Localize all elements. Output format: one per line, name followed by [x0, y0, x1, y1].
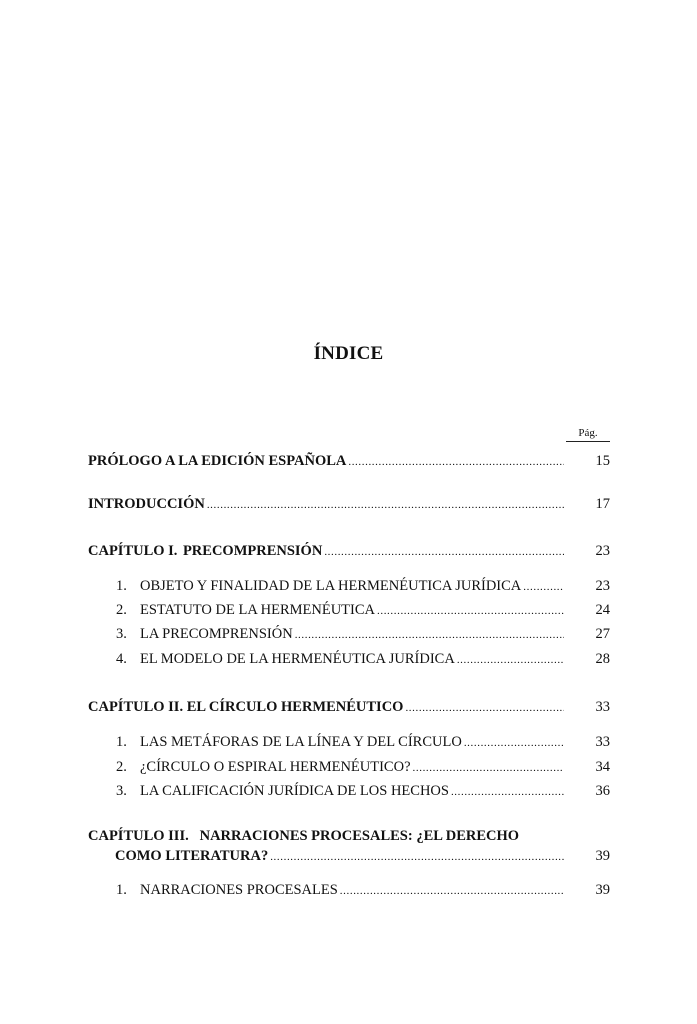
toc-entry-page: 17	[595, 496, 610, 512]
dot-leader	[405, 698, 564, 718]
toc-section	[116, 880, 610, 900]
toc-entry-page: 39	[595, 848, 610, 864]
dot-leader	[295, 625, 564, 645]
section-number: 4.	[116, 651, 127, 667]
toc-entry-page: 15	[595, 453, 610, 469]
toc-entry-page: 28	[595, 651, 610, 667]
toc-section	[116, 649, 610, 669]
section-title: NARRACIONES PROCESALES	[140, 882, 338, 898]
toc-section	[116, 576, 610, 596]
section-title: ¿CÍRCULO O ESPIRAL HERMENÉUTICO?	[140, 759, 411, 775]
toc-entry-page: 23	[595, 543, 610, 559]
dot-leader	[457, 650, 564, 670]
toc-entry-title: INTRODUCCIÓN	[88, 496, 205, 512]
chapter-title-line2: COMO LITERATURA?	[115, 848, 269, 864]
toc-entry-page: 33	[595, 734, 610, 750]
section-title: OBJETO Y FINALIDAD DE LA HERMENÉUTICA JURÍDICA	[140, 578, 522, 594]
dot-leader	[340, 881, 564, 901]
dot-leader	[523, 577, 564, 597]
dot-leader	[348, 452, 564, 472]
dot-leader	[377, 601, 564, 621]
dot-leader	[464, 733, 564, 753]
section-title: LAS METÁFORAS DE LA LÍNEA Y DEL CÍRCULO	[140, 734, 462, 750]
section-number: 1.	[116, 578, 127, 594]
toc-section	[116, 600, 610, 620]
toc-entry-page: 39	[595, 882, 610, 898]
toc-entry-title: PRÓLOGO A LA EDICIÓN ESPAÑOLA	[88, 453, 347, 469]
dot-leader	[324, 542, 564, 562]
section-title: EL MODELO DE LA HERMENÉUTICA JURÍDICA	[140, 651, 455, 667]
page-title: ÍNDICE	[313, 343, 384, 364]
toc-entry-page: 36	[595, 783, 610, 799]
toc-entry-page: 27	[595, 626, 610, 642]
section-number: 2.	[116, 602, 127, 618]
dot-leader	[207, 495, 564, 515]
chapter-title: PRECOMPRENSIÓN	[182, 543, 323, 559]
toc-chapter-1	[88, 541, 610, 561]
section-title: LA PRECOMPRENSIÓN	[140, 626, 293, 642]
dot-leader	[451, 782, 564, 802]
toc-section	[116, 624, 610, 644]
toc-chapter-3-line1	[88, 826, 610, 846]
toc-chapter-2	[88, 697, 610, 717]
section-number: 1.	[116, 734, 127, 750]
dot-leader	[413, 758, 564, 778]
toc-section	[116, 781, 610, 801]
toc-entry-prologo	[88, 451, 610, 471]
chapter-label: CAPÍTULO II.	[88, 699, 184, 715]
section-title: ESTATUTO DE LA HERMENÉUTICA	[140, 602, 375, 618]
section-number: 3.	[116, 626, 127, 642]
toc-section	[116, 732, 610, 752]
toc-chapter-3-line2	[115, 846, 610, 866]
toc-entry-page: 33	[595, 699, 610, 715]
chapter-title-line1: NARRACIONES PROCESALES: ¿EL DERECHO	[199, 828, 520, 844]
toc-section	[116, 757, 610, 777]
toc-entry-page: 23	[595, 578, 610, 594]
toc-entry-page: 24	[595, 602, 610, 618]
section-title: LA CALIFICACIÓN JURÍDICA DE LOS HECHOS	[140, 783, 449, 799]
toc-entry-page: 34	[595, 759, 610, 775]
section-number: 1.	[116, 882, 127, 898]
section-number: 2.	[116, 759, 127, 775]
section-number: 3.	[116, 783, 127, 799]
page-column-header: Pág.	[566, 427, 610, 442]
chapter-title: EL CÍRCULO HERMENÉUTICO	[186, 699, 404, 715]
chapter-label: CAPÍTULO III.	[88, 828, 189, 844]
chapter-label: CAPÍTULO I.	[88, 543, 178, 559]
dot-leader	[270, 847, 564, 867]
toc-entry-introduccion	[88, 494, 610, 514]
